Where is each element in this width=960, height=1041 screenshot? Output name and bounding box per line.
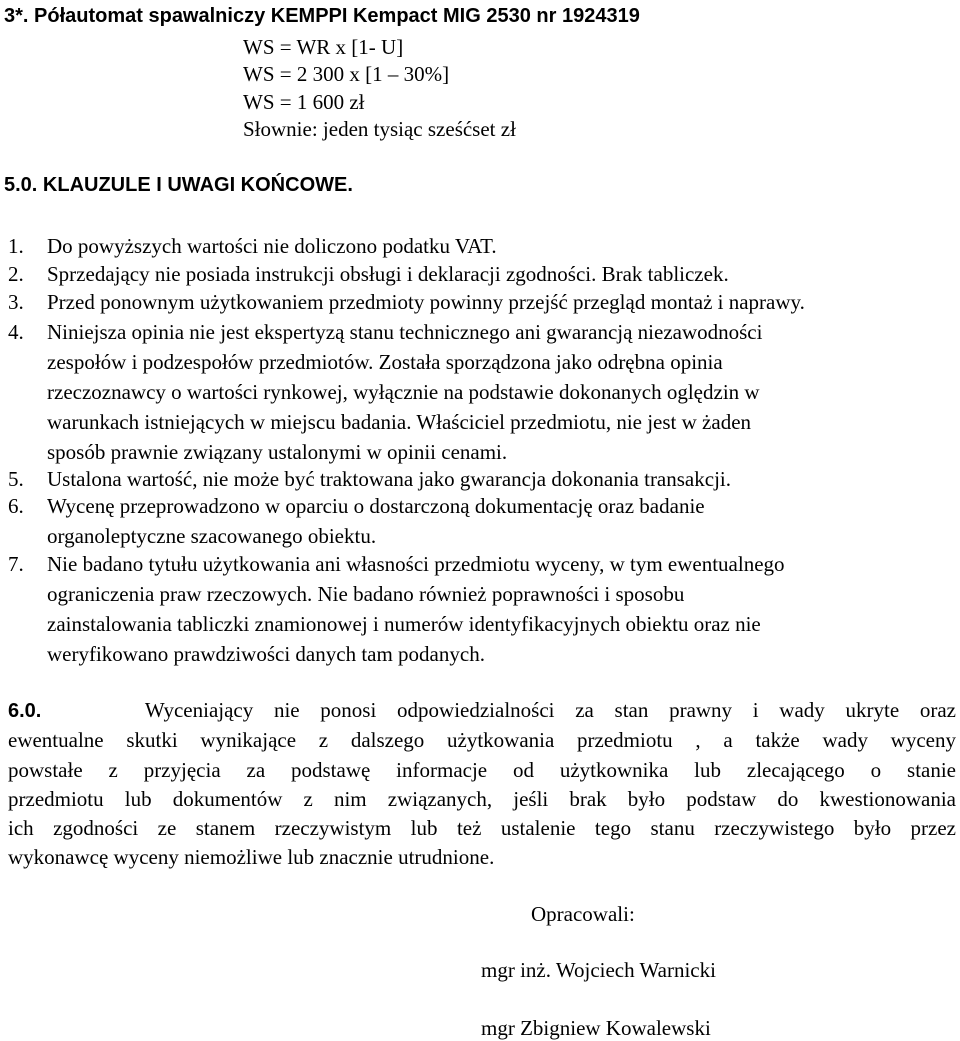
- list-item-text: Nie badano tytułu użytkowania ani własności przedmiotu wyceny, w tym ewentualnego: [47, 552, 785, 576]
- list-item-text: Wycenę przeprowadzono w oparciu o dostarczoną dokumentację oraz badanie: [47, 494, 705, 518]
- list-item-text: Sprzedający nie posiada instrukcji obsługi i deklaracji zgodności. Brak tabliczek.: [47, 262, 729, 286]
- list-item-text: Ustalona wartość, nie może być traktowana jako gwarancja dokonania transakcji.: [47, 467, 731, 491]
- section6-paragraph-line: wykonawcę wyceny niemożliwe lub znacznie utrudnione.: [8, 845, 495, 869]
- list-item-text: weryfikowano prawdziwości danych tam podanych.: [47, 642, 485, 666]
- section6-paragraph-line: przedmiotu lub dokumentów z nim związanych, jeśli brak było podstaw do kwestionowania: [8, 787, 956, 811]
- section6-text: Wyceniający nie ponosi odpowiedzialności za stan prawny i wady ukryte oraz: [144, 698, 956, 722]
- section-heading: 5.0. KLAUZULE I UWAGI KOŃCOWE.: [4, 174, 353, 196]
- section6-paragraph-line: [8, 700, 956, 721]
- list-item-number: 3.: [8, 290, 24, 314]
- author-name: mgr inż. Wojciech Warnicki: [481, 958, 716, 982]
- list-item-text: organoleptyczne szacowanego obiektu.: [47, 524, 377, 548]
- author-name: mgr Zbigniew Kowalewski: [481, 1016, 711, 1040]
- list-item-number: 4.: [8, 320, 24, 344]
- list-item-text: rzeczoznawcy o wartości rynkowej, wyłącznie na podstawie dokonanych oględzin w: [47, 380, 760, 404]
- prepared-by-label: Opracowali:: [531, 902, 635, 926]
- formula-line: WS = 2 300 x [1 – 30%]: [243, 62, 450, 86]
- item-heading: 3*. Półautomat spawalniczy KEMPPI Kempact MIG 2530 nr 1924319: [4, 5, 640, 27]
- list-item-text: ograniczenia praw rzeczowych. Nie badano również poprawności i sposobu: [47, 582, 685, 606]
- list-item-text: Przed ponownym użytkowaniem przedmioty powinny przejść przegląd montaż i naprawy.: [47, 290, 805, 314]
- list-item-number: 2.: [8, 262, 24, 286]
- formula-line: Słownie: jeden tysiąc sześćset zł: [243, 117, 516, 141]
- list-item-text: sposób prawnie związany ustalonymi w opinii cenami.: [47, 440, 508, 464]
- list-item-number: 1.: [8, 234, 24, 258]
- list-item-text: warunkach istniejących w miejscu badania. Właściciel przedmiotu, nie jest w żaden: [47, 410, 752, 434]
- formula-line: WS = WR x [1- U]: [243, 35, 404, 59]
- list-item-text: Do powyższych wartości nie doliczono podatku VAT.: [47, 234, 497, 258]
- list-item-number: 5.: [8, 467, 24, 491]
- list-item-text: zespołów i podzespołów przedmiotów. Została sporządzona jako odrębna opinia: [47, 350, 723, 374]
- list-item-number: 6.: [8, 494, 24, 518]
- section6-paragraph-line: powstałe z przyjęcia za podstawę informacje od użytkownika lub zlecającego o stanie: [8, 758, 956, 782]
- list-item-text: Niniejsza opinia nie jest ekspertyzą stanu technicznego ani gwarancją niezawodności: [47, 320, 763, 344]
- formula-line: WS = 1 600 zł: [243, 90, 365, 114]
- section6-paragraph-line: ich zgodności ze stanem rzeczywistym lub też ustalenie tego stanu rzeczywistego było przez: [8, 816, 956, 840]
- section6-paragraph-line: ewentualne skutki wynikające z dalszego użytkowania przedmiotu , a także wady wyceny: [8, 728, 956, 752]
- list-item-text: zainstalowania tabliczki znamionowej i numerów identyfikacyjnych obiektu oraz nie: [47, 612, 761, 636]
- list-item-number: 7.: [8, 552, 24, 576]
- section6-number: 6.0.: [8, 700, 42, 722]
